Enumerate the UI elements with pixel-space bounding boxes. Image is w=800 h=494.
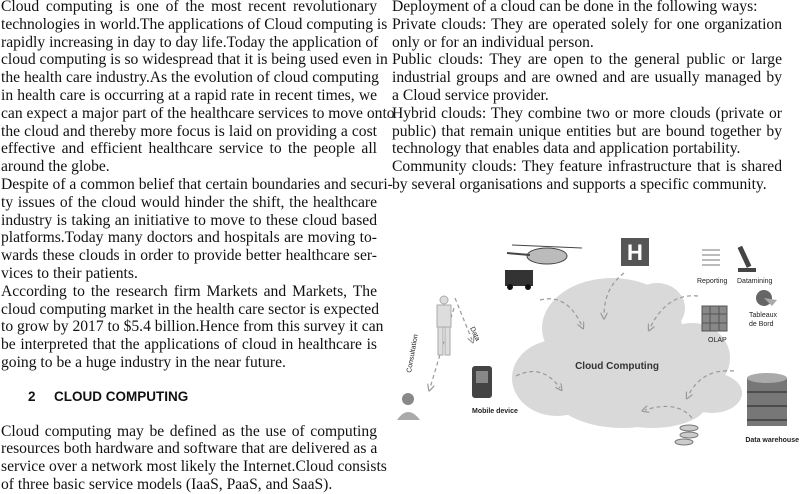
text-line: to grow by 2017 to $5.4 billion.Hence from this survey it can	[1, 318, 384, 336]
text-line: Despite of a common belief that certain boundaries and securi-	[1, 175, 393, 193]
text-line: ty issues of the cloud would hinder the shift, the healthcare	[1, 193, 377, 211]
paragraph-deployment	[392, 0, 782, 16]
hospital-icon	[621, 238, 649, 266]
text-line: going to be a huge industry in the near future.	[1, 353, 286, 371]
reporting-icon	[702, 250, 720, 265]
text-line: around the globe.	[1, 158, 110, 176]
cloud-shape	[512, 278, 742, 428]
data-warehouse-icon	[747, 373, 787, 426]
pie-chart-icon	[756, 290, 777, 306]
svg-text:H: H	[627, 240, 643, 265]
coins-icon	[675, 425, 698, 445]
paragraph-public	[392, 51, 782, 104]
text-line: effective and efficient healthcare service to the people all	[1, 140, 377, 158]
text-line: the health care industry.As the evolution of cloud computing	[1, 69, 379, 87]
paragraph-private	[392, 16, 782, 52]
paragraph-community	[392, 158, 782, 194]
text-line: by several organisations and supports a specific community.	[392, 175, 767, 193]
text-line: Hybrid clouds: They combine two or more clouds (private or	[392, 104, 782, 122]
paragraph-hybrid	[392, 105, 782, 158]
left-column	[1, 0, 395, 494]
tableaux-label: Tableaux	[749, 312, 778, 319]
text-line: industry is taking an initiative to move to these cloud based	[1, 211, 377, 229]
data-label: Data	[468, 325, 481, 343]
text-line: platforms.Today many doctors and hospitals are moving to-	[1, 229, 377, 247]
text-line: a Cloud service provider.	[392, 86, 549, 104]
olap-cube-icon	[702, 306, 727, 331]
section-title: CLOUD COMPUTING	[54, 388, 189, 404]
datamining-label: Datamining	[737, 278, 773, 285]
paragraph-market	[1, 282, 384, 372]
text-line: technology that enables data and application portability.	[392, 140, 741, 158]
data-warehouse-label: Data warehouse	[745, 437, 799, 444]
olap-label: OLAP	[708, 337, 727, 344]
cloud-healthcare-figure	[392, 228, 800, 450]
text-line: wards these clouds in order to provide better healthcare ser-	[1, 247, 377, 265]
text-line: in health care is occurring at a rapid rate in recent times, we	[1, 86, 377, 104]
text-line: technologies in world.The applications of Cloud computing is	[1, 15, 388, 33]
text-line: of three basic service models (IaaS, PaaS, and SaaS).	[1, 475, 333, 493]
text-line: Private clouds: They are operated solely for one organization	[392, 15, 782, 33]
helicopter-icon	[507, 245, 582, 264]
text-line: the cloud and thereby more focus is laid on providing a cost	[1, 122, 377, 140]
doctor-icon	[437, 296, 451, 355]
text-line: rapidly increasing in day to day life.Today the application of	[1, 33, 379, 51]
consultation-label: Consultation	[406, 333, 420, 374]
reporting-label: Reporting	[697, 278, 728, 285]
text-line: only or for an individual person.	[392, 33, 594, 51]
text-line: cloud computing market in the health care sector is expected	[1, 300, 380, 318]
microscope-icon	[738, 246, 756, 272]
mobile-device-label: Mobile device	[472, 408, 518, 415]
right-column	[392, 0, 782, 194]
text-line: resources both hardware and software that are delivered as a	[1, 440, 378, 458]
text-line: vices to their patients.	[1, 264, 138, 282]
section-number: 2	[28, 388, 36, 404]
text-line: be interpreted that the applications of cloud in healthcare is	[1, 336, 377, 354]
paragraph-intro	[1, 0, 395, 176]
text-line: public) that remain unique entities but are bound together by	[392, 122, 782, 140]
text-line: service over a network most likely the Internet.Cloud consists	[1, 458, 387, 476]
text-line: Cloud computing is one of the most recent revolutionary	[1, 0, 377, 15]
text-line: Community clouds: They feature infrastructure that is shared	[392, 158, 782, 176]
paragraph-security	[1, 175, 393, 283]
text-line: Public clouds: They are open to the general public or large	[392, 51, 782, 69]
cloud-label: Cloud Computing	[575, 361, 659, 372]
text-line: industrial groups and are owned and are usually managed by	[392, 69, 782, 87]
text-line: can expect a major part of the healthcare services to move onto	[1, 104, 395, 122]
patient-icon	[397, 393, 420, 420]
text-line: According to the research firm Markets and Markets, The	[1, 282, 377, 300]
text-line: Cloud computing may be defined as the use of computing	[1, 422, 377, 440]
ambulance-icon	[505, 270, 533, 290]
paragraph-definition	[1, 422, 387, 494]
text-line: cloud computing is so widespread that it is being used even in	[1, 51, 388, 69]
de-bord-label: de Bord	[749, 321, 774, 328]
text-line: Deployment of a cloud can be done in the following ways:	[392, 0, 758, 15]
mobile-device-icon	[472, 366, 492, 398]
section-heading	[1, 388, 377, 406]
